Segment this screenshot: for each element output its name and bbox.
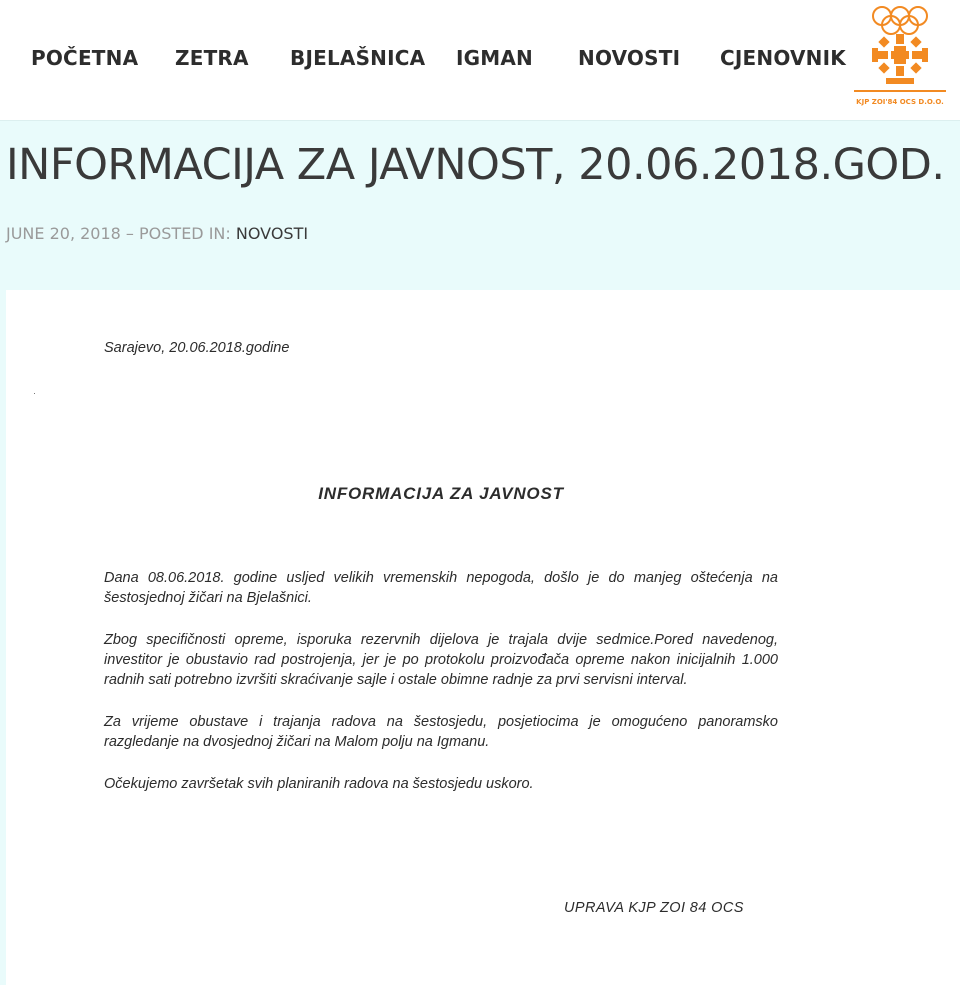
- site-logo[interactable]: [850, 4, 950, 110]
- nav-item-zetra[interactable]: ZETRA: [175, 46, 249, 70]
- document-image: [6, 290, 960, 985]
- document-signature: UPRAVA KJP ZOI 84 OCS: [564, 900, 744, 916]
- nav-item-igman[interactable]: IGMAN: [456, 46, 533, 70]
- logo-text: KJP ZOI'84 OCS D.O.O.: [856, 98, 944, 106]
- document-date: Sarajevo, 20.06.2018.godine: [104, 340, 290, 356]
- document-paragraph: Dana 08.06.2018. godine usljed velikih vremenskih nepogoda, došlo je do manjeg oštećenja na šestosjednoj žičari na Bjelašnici.: [104, 570, 778, 606]
- main-nav: [0, 0, 860, 120]
- nav-item-novosti[interactable]: NOVOSTI: [578, 46, 681, 70]
- nav-item-cjenovnik[interactable]: CJENOVNIK: [720, 46, 846, 70]
- nav-item-bjelasnica[interactable]: BJELAŠNICA: [290, 46, 426, 70]
- post-date-prefix: JUNE 20, 2018 – POSTED IN:: [6, 224, 236, 243]
- document-paragraph: Očekujemo završetak svih planiranih radova na šestosjedu uskoro.: [104, 776, 534, 792]
- page-title: INFORMACIJA ZA JAVNOST, 20.06.2018.GOD.: [6, 140, 945, 190]
- document-paragraph: Za vrijeme obustave i trajanja radova na šestosjedu, posjetiocima je omogućeno panoramsko razgledanje na dvosjednoj žičari na Malom polju na Igmanu.: [104, 714, 778, 750]
- document-heading: INFORMACIJA ZA JAVNOST: [318, 484, 564, 503]
- category-link[interactable]: NOVOSTI: [235, 224, 309, 243]
- olympic-snowflake-logo-icon: [850, 4, 950, 96]
- site-header: [0, 0, 960, 121]
- scan-speck: [34, 393, 35, 394]
- document-paragraph: Zbog specifičnosti opreme, isporuka rezervnih dijelova je trajala dvije sedmice.Pored navedenog, investitor je obustavio rad postrojenja, jer je po protokolu proizvođača opreme nakon inicijalnih 1.000 radnih sati potrebno izvršiti skraćivanje sajle i ostale obimne radnje za prvi servisni interval.: [104, 632, 778, 688]
- post-meta: [6, 224, 308, 243]
- nav-item-pocetna[interactable]: POČETNA: [31, 46, 139, 70]
